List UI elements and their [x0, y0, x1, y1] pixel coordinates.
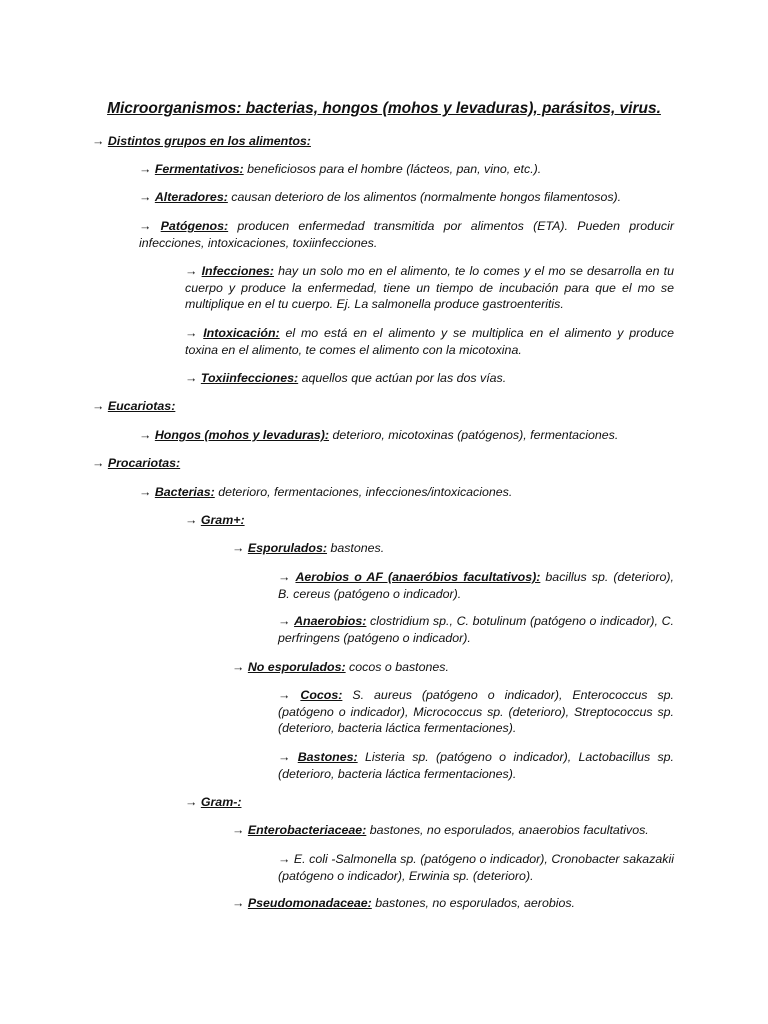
arrow-icon: →: [278, 750, 291, 764]
arrow-icon: →: [185, 513, 198, 527]
item-label: Aerobios o AF (anaeróbios facultativos):: [295, 570, 541, 584]
item-text: bastones, no esporulados, aerobios.: [371, 896, 576, 910]
arrow-icon: →: [232, 541, 245, 555]
item-text: S. aureus (patógeno o indicador), Enterococcus sp. (patógeno o indicador), Micrococcus sp. (deterioro), Streptococcus sp. (deterioro, bacteria láctica fermentaciones).: [278, 688, 674, 735]
item-text: beneficiosos para el hombre (lácteos, pan, vino, etc.).: [243, 162, 542, 176]
arrow-icon: →: [139, 219, 152, 233]
bullet-bacterias: [139, 484, 674, 501]
bullet-alteradores: [139, 189, 674, 206]
item-label: Gram+:: [200, 513, 245, 527]
item-label: Pseudomonadaceae:: [247, 896, 372, 910]
item-text: bastones, no esporulados, anaerobios facultativos.: [366, 823, 649, 837]
arrow-icon: →: [278, 570, 291, 584]
arrow-icon: →: [139, 428, 152, 442]
item-label: Distintos grupos en los alimentos:: [107, 134, 311, 148]
bullet-aerobios: [278, 569, 674, 602]
bullet-no-esporulados: [232, 659, 674, 676]
arrow-icon: →: [139, 162, 152, 176]
bullet-enterobacteriaceae: [232, 822, 674, 839]
arrow-icon: →: [232, 896, 245, 910]
item-text: hay un solo mo en el alimento, te lo comes y el mo se desarrolla en tu cuerpo y produce la enfermedad, tiene un tiempo de incubación para que el mo se multiplique en el tu cuerpo. Ej. La salmonella produce gastroenteritis.: [185, 264, 674, 311]
item-label: Esporulados:: [247, 541, 328, 555]
bullet-intoxicacion: [185, 325, 674, 358]
document-title: Microorganismos: bacterias, hongos (mohos y levaduras), parásitos, virus.: [107, 100, 661, 117]
item-label: Patógenos:: [160, 219, 229, 233]
arrow-icon: →: [232, 823, 245, 837]
item-label: Toxiinfecciones:: [200, 371, 299, 385]
item-label: Hongos (mohos y levaduras):: [154, 428, 330, 442]
item-label: Bastones:: [297, 750, 358, 764]
bullet-hongos: [139, 427, 674, 444]
item-label: Enterobacteriaceae:: [247, 823, 367, 837]
item-label: Alteradores:: [154, 190, 228, 204]
item-label: Anaerobios:: [294, 614, 367, 628]
item-label: Infecciones:: [201, 264, 274, 278]
item-text: el mo está en el alimento y se multiplica en el alimento y produce toxina en el alimento, te comes el alimento con la micotoxina.: [185, 326, 674, 357]
item-text: Listeria sp. (patógeno o indicador), Lactobacillus sp. (deterioro, bacteria láctica fermentaciones).: [278, 750, 675, 781]
bullet-esporulados: [232, 540, 674, 557]
bullet-fermentativos: [139, 161, 674, 178]
item-text: cocos o bastones.: [345, 660, 449, 674]
bullet-procariotas: [92, 455, 674, 472]
bullet-toxiinfecciones: [185, 370, 674, 387]
arrow-icon: →: [185, 326, 198, 340]
bullet-cocos: [278, 687, 674, 737]
item-label: Eucariotas:: [107, 399, 176, 413]
bullet-bastones: [278, 749, 674, 782]
arrow-icon: →: [185, 795, 198, 809]
item-text: producen enfermedad transmitida por alimentos (ETA). Pueden producir infecciones, intoxicaciones, toxiinfecciones.: [139, 219, 674, 250]
arrow-icon: →: [92, 134, 105, 148]
item-label: Procariotas:: [107, 456, 181, 470]
bullet-distintos-grupos: [92, 133, 674, 150]
arrow-icon: →: [278, 688, 291, 702]
bullet-anaerobios: [278, 613, 674, 646]
bullet-e-coli: [278, 851, 674, 884]
item-label: Cocos:: [300, 688, 343, 702]
item-label: No esporulados:: [247, 660, 346, 674]
item-text: clostridium sp., C. botulinum (patógeno o indicador), C. perfringens (patógeno o indicador).: [278, 614, 675, 645]
bullet-gram-positive: [185, 512, 674, 529]
item-label: Intoxicación:: [203, 326, 280, 340]
bullet-eucariotas: [92, 398, 674, 415]
arrow-icon: →: [92, 456, 105, 470]
bullet-patogenos: [139, 218, 674, 251]
bullet-infecciones: [185, 263, 674, 313]
arrow-icon: →: [232, 660, 245, 674]
item-text: causan deterioro de los alimentos (normalmente hongos filamentosos).: [227, 190, 622, 204]
arrow-icon: →: [92, 399, 105, 413]
item-text: bastones.: [327, 541, 385, 555]
bullet-pseudomonadaceae: [232, 895, 674, 912]
item-text: E. coli -Salmonella sp. (patógeno o indicador), Cronobacter sakazakii (patógeno o indicador), Erwinia sp. (deterioro).: [278, 852, 674, 883]
item-text: bacillus sp. (deterioro), B. cereus (patógeno o indicador).: [278, 570, 674, 601]
arrow-icon: →: [278, 614, 291, 628]
arrow-icon: →: [185, 264, 198, 278]
arrow-icon: →: [139, 190, 152, 204]
arrow-icon: →: [278, 852, 291, 866]
item-label: Gram-:: [200, 795, 242, 809]
item-label: Fermentativos:: [154, 162, 244, 176]
item-label: Bacterias:: [154, 485, 215, 499]
item-text: deterioro, micotoxinas (patógenos), fermentaciones.: [329, 428, 619, 442]
arrow-icon: →: [185, 371, 198, 385]
arrow-icon: →: [139, 485, 152, 499]
bullet-gram-negative: [185, 794, 674, 811]
item-text: aquellos que actúan por las dos vías.: [298, 371, 507, 385]
item-text: deterioro, fermentaciones, infecciones/intoxicaciones.: [214, 485, 513, 499]
